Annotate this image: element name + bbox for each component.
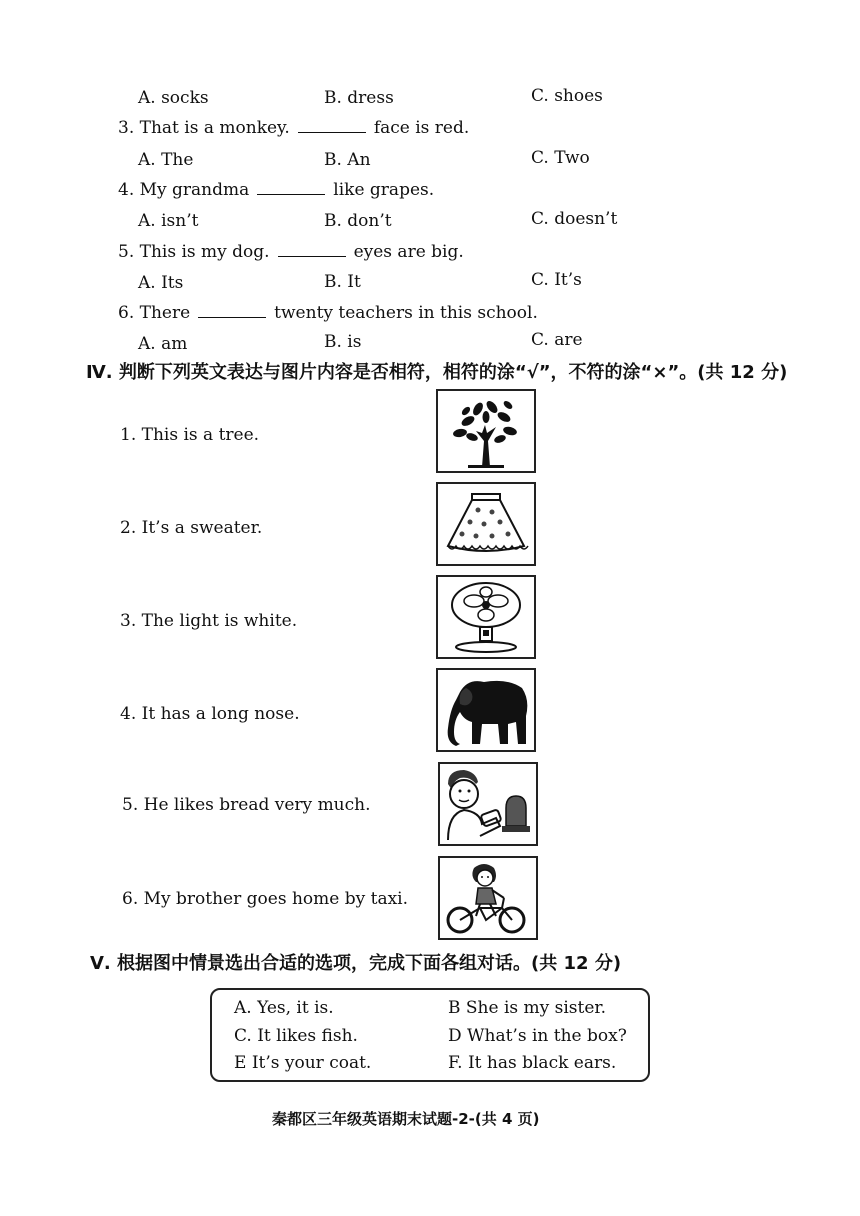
girl-bike-picture (438, 856, 538, 940)
question-5-text-end: eyes are big. (353, 242, 464, 262)
section-5-heading: Ⅴ. 根据图中情景选出合适的选项，完成下面各组对话。(共 12 分) (90, 953, 622, 974)
answer-blank (198, 303, 266, 318)
q5-option-a: A. Its (138, 273, 184, 293)
tree-picture (436, 389, 536, 473)
answer-blank (298, 118, 366, 133)
question-6-text: 6. There (118, 303, 191, 323)
q3-option-a: A. The (138, 150, 194, 170)
answer-blank (257, 180, 325, 195)
question-4 (118, 180, 434, 200)
question-4-text: 4. My grandma (118, 180, 250, 200)
answer-blank (278, 242, 346, 257)
section-4-heading: Ⅳ. 判断下列英文表达与图片内容是否相符，相符的涂“√”，不符的涂“×”。(共 12 分) (86, 362, 788, 383)
option-e: E It’s your coat. (234, 1053, 372, 1073)
elephant-icon (438, 670, 534, 750)
q5-option-b: B. It (324, 272, 361, 292)
question-6 (118, 303, 538, 323)
q5-option-c: C. It’s (531, 270, 582, 290)
fan-picture (436, 575, 536, 659)
question-4-text-end: like grapes. (333, 180, 435, 200)
q6-option-b: B. is (324, 332, 362, 352)
q4-option-c: C. doesn’t (531, 209, 618, 229)
question-5 (118, 242, 464, 262)
option-b: B She is my sister. (448, 998, 607, 1018)
question-3-text-end: face is red. (373, 118, 470, 138)
option-f: F. It has black ears. (448, 1053, 617, 1073)
tree-icon (438, 391, 534, 471)
question-6-text-end: twenty teachers in this school. (274, 303, 538, 323)
skirt-picture (436, 482, 536, 566)
judge-item-2: 2. It’s a sweater. (120, 518, 263, 538)
q3-option-b: B. An (324, 150, 371, 170)
answer-options-box (210, 988, 650, 1082)
question-5-text: 5. This is my dog. (118, 242, 270, 262)
q4-option-a: A. isn’t (138, 211, 199, 231)
option-d: D What’s in the box? (448, 1026, 627, 1046)
boy-bread-picture (438, 762, 538, 846)
q2-option-c: C. shoes (531, 86, 603, 106)
boy-bread-icon (440, 764, 536, 844)
q2-option-b: B. dress (324, 88, 394, 108)
girl-bike-icon (440, 858, 536, 938)
q6-option-c: C. are (531, 330, 583, 350)
judge-item-4: 4. It has a long nose. (120, 704, 300, 724)
page-footer: 秦都区三年级英语期末试题-2-(共 4 页) (272, 1110, 540, 1128)
skirt-icon (438, 484, 534, 564)
option-a: A. Yes, it is. (234, 998, 334, 1018)
q3-option-c: C. Two (531, 148, 590, 168)
q4-option-b: B. don’t (324, 211, 392, 231)
question-3-text: 3. That is a monkey. (118, 118, 290, 138)
elephant-picture (436, 668, 536, 752)
q2-option-a: A. socks (138, 88, 209, 108)
judge-item-1: 1. This is a tree. (120, 425, 260, 445)
judge-item-5: 5. He likes bread very much. (122, 795, 371, 815)
q6-option-a: A. am (138, 334, 188, 354)
fan-icon (438, 577, 534, 657)
option-c: C. It likes fish. (234, 1026, 358, 1046)
question-3 (118, 118, 469, 138)
judge-item-6: 6. My brother goes home by taxi. (122, 889, 409, 909)
judge-item-3: 3. The light is white. (120, 611, 298, 631)
